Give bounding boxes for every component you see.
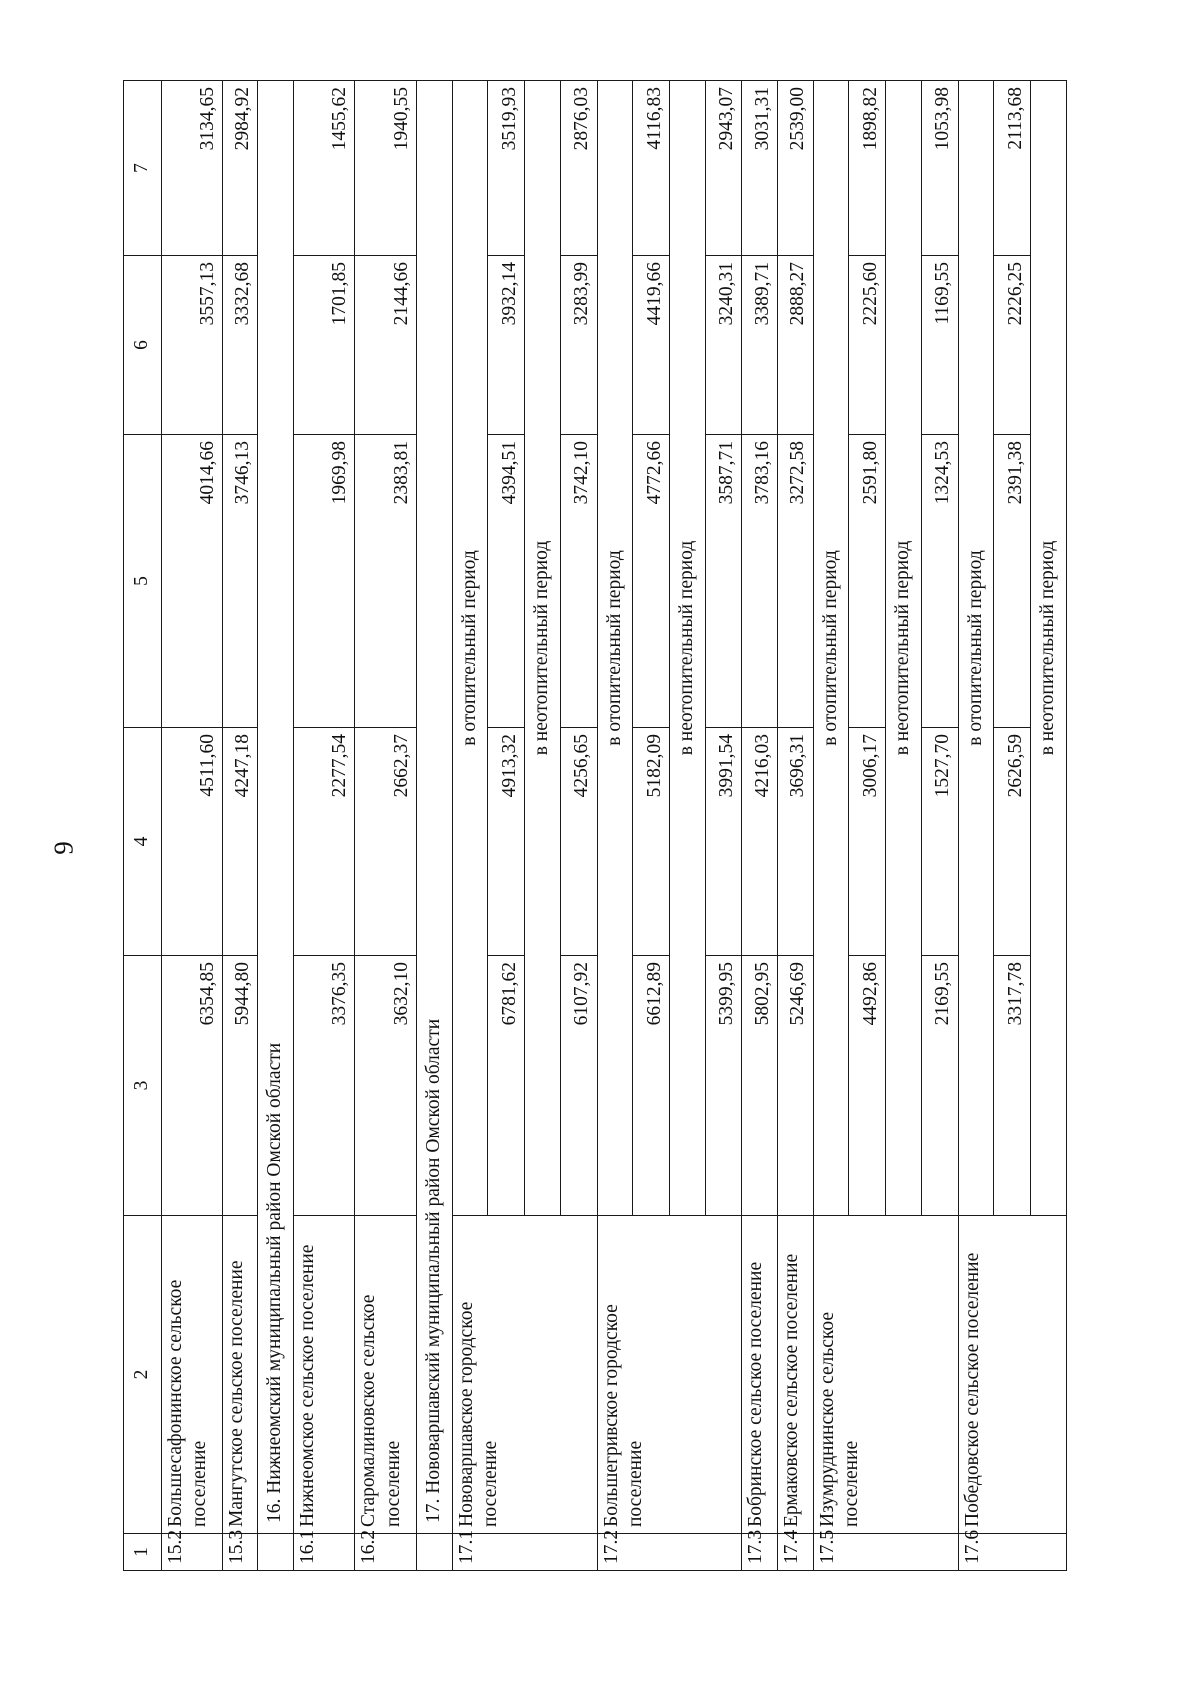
header-cell: 6: [124, 256, 162, 435]
value-col4: 2626,59: [994, 728, 1031, 956]
row-number: 17.4: [778, 1534, 814, 1571]
settlement-name: Ермаковское сельское поселение: [778, 1216, 814, 1534]
value-col7: 2539,00: [778, 81, 814, 256]
value-col5: 3746,13: [223, 435, 258, 728]
value-col6: 3283,99: [560, 256, 597, 435]
section-row: [258, 81, 294, 1571]
value-col4: 4247,18: [223, 728, 258, 956]
header-cell: 4: [124, 728, 162, 956]
value-col6: 2888,27: [778, 256, 814, 435]
row-number: 17.5: [813, 1534, 958, 1571]
value-col3: 3632,10: [355, 956, 417, 1216]
value-col7: 2876,03: [560, 81, 597, 256]
page-number: 9: [48, 841, 79, 855]
value-col6: 2144,66: [355, 256, 417, 435]
value-col7: 3134,65: [161, 81, 223, 256]
period-nonheating-label: в неотопительный период: [670, 81, 706, 1216]
value-col3: 4492,86: [849, 956, 886, 1216]
value-col7: 3519,93: [488, 81, 525, 256]
header-cell: 5: [124, 435, 162, 728]
value-col4: 3006,17: [849, 728, 886, 956]
section-empty-cell: [417, 1534, 453, 1571]
row-number: 15.2: [161, 1534, 223, 1571]
value-col6: 2226,25: [994, 256, 1031, 435]
value-col5: 2391,38: [994, 435, 1031, 728]
value-col7: 1455,62: [293, 81, 355, 256]
value-col4: 4216,03: [742, 728, 778, 956]
value-col5: 4014,66: [161, 435, 223, 728]
section-title: 17. Нововаршавский муниципальный район Омской области: [417, 81, 453, 1534]
period-heating-label: в отопительный период: [597, 81, 633, 1216]
tariff-table-container: [123, 81, 1067, 1571]
value-col5: 1324,53: [921, 435, 958, 728]
settlement-name: Победовское сельское поселение: [958, 1216, 1066, 1534]
value-col6: 1169,55: [921, 256, 958, 435]
period-row: [958, 81, 994, 1571]
period-nonheating-label: в неотопительный период: [886, 81, 922, 1216]
table-row: [293, 81, 355, 1571]
value-col6: 3389,71: [742, 256, 778, 435]
value-col7: 4116,83: [633, 81, 670, 256]
value-col3: 6107,92: [560, 956, 597, 1216]
settlement-name: Большесафонинское сельское поселение: [161, 1216, 223, 1534]
value-col7: 1898,82: [849, 81, 886, 256]
settlement-name: Нижнеомское сельское поселение: [293, 1216, 355, 1534]
section-empty-cell: [258, 1534, 294, 1571]
settlement-name: Старомалиновское сельское поселение: [355, 1216, 417, 1534]
table-row: [778, 81, 814, 1571]
value-col7: 2113,68: [994, 81, 1031, 256]
table-row: [355, 81, 417, 1571]
value-col6: 3557,13: [161, 256, 223, 435]
table-row: [223, 81, 258, 1571]
settlement-name: Мангутское сельское поселение: [223, 1216, 258, 1534]
period-row: [813, 81, 849, 1571]
value-col3: 5944,80: [223, 956, 258, 1216]
table-row: [161, 81, 223, 1571]
row-number: 17.3: [742, 1534, 778, 1571]
value-col7: 3031,31: [742, 81, 778, 256]
section-row: [417, 81, 453, 1571]
value-col5: 2591,80: [849, 435, 886, 728]
header-cell: 7: [124, 81, 162, 256]
header-cell: 2: [124, 1216, 162, 1534]
row-number: 16.2: [355, 1534, 417, 1571]
period-heating-label: в отопительный период: [452, 81, 488, 1216]
value-col4: 2662,37: [355, 728, 417, 956]
value-col5: 3272,58: [778, 435, 814, 728]
value-col3: 3376,35: [293, 956, 355, 1216]
table-row: [742, 81, 778, 1571]
period-heating-label: в отопительный период: [958, 81, 994, 1216]
header-row: [124, 81, 162, 1571]
value-col4: 2277,54: [293, 728, 355, 956]
value-col5: 4394,51: [488, 435, 525, 728]
period-row: [452, 81, 488, 1571]
period-nonheating-label: в неотопительный период: [1031, 81, 1067, 1216]
settlement-name: Нововаршавское городское поселение: [452, 1216, 597, 1534]
value-col6: 1701,85: [293, 256, 355, 435]
value-col3: 5802,95: [742, 956, 778, 1216]
value-col4: 5182,09: [633, 728, 670, 956]
value-col5: 4772,66: [633, 435, 670, 728]
value-col4: 4913,32: [488, 728, 525, 956]
period-heating-label: в отопительный период: [813, 81, 849, 1216]
value-col7: 1940,55: [355, 81, 417, 256]
value-col7: 2984,92: [223, 81, 258, 256]
value-col5: 3783,16: [742, 435, 778, 728]
value-col3: 5399,95: [705, 956, 742, 1216]
row-number: 17.6: [958, 1534, 1066, 1571]
value-col6: 4419,66: [633, 256, 670, 435]
period-nonheating-label: в неотопительный период: [525, 81, 561, 1216]
tariff-table: [123, 80, 1067, 1571]
row-number: 15.3: [223, 1534, 258, 1571]
row-number: 17.2: [597, 1534, 742, 1571]
value-col7: 2943,07: [705, 81, 742, 256]
settlement-name: Большегривское городское поселение: [597, 1216, 742, 1534]
value-col4: 4511,60: [161, 728, 223, 956]
value-col3: 6354,85: [161, 956, 223, 1216]
period-row: [597, 81, 633, 1571]
header-cell: 3: [124, 956, 162, 1216]
value-col5: 3742,10: [560, 435, 597, 728]
value-col3: 3317,78: [994, 956, 1031, 1216]
value-col7: 1053,98: [921, 81, 958, 256]
settlement-name: Изумруднинское сельское поселение: [813, 1216, 958, 1534]
value-col5: 1969,98: [293, 435, 355, 728]
value-col3: 5246,69: [778, 956, 814, 1216]
row-number: 16.1: [293, 1534, 355, 1571]
value-col4: 3696,31: [778, 728, 814, 956]
value-col4: 4256,65: [560, 728, 597, 956]
value-col6: 3240,31: [705, 256, 742, 435]
value-col4: 3991,54: [705, 728, 742, 956]
value-col5: 2383,81: [355, 435, 417, 728]
value-col3: 6781,62: [488, 956, 525, 1216]
value-col4: 1527,70: [921, 728, 958, 956]
header-cell: 1: [124, 1534, 162, 1571]
row-number: 17.1: [452, 1534, 597, 1571]
value-col5: 3587,71: [705, 435, 742, 728]
value-col6: 3932,14: [488, 256, 525, 435]
value-col3: 2169,55: [921, 956, 958, 1216]
value-col6: 3332,68: [223, 256, 258, 435]
value-col3: 6612,89: [633, 956, 670, 1216]
section-title: 16. Нижнеомский муниципальный район Омской области: [258, 81, 294, 1534]
settlement-name: Бобринское сельское поселение: [742, 1216, 778, 1534]
value-col6: 2225,60: [849, 256, 886, 435]
